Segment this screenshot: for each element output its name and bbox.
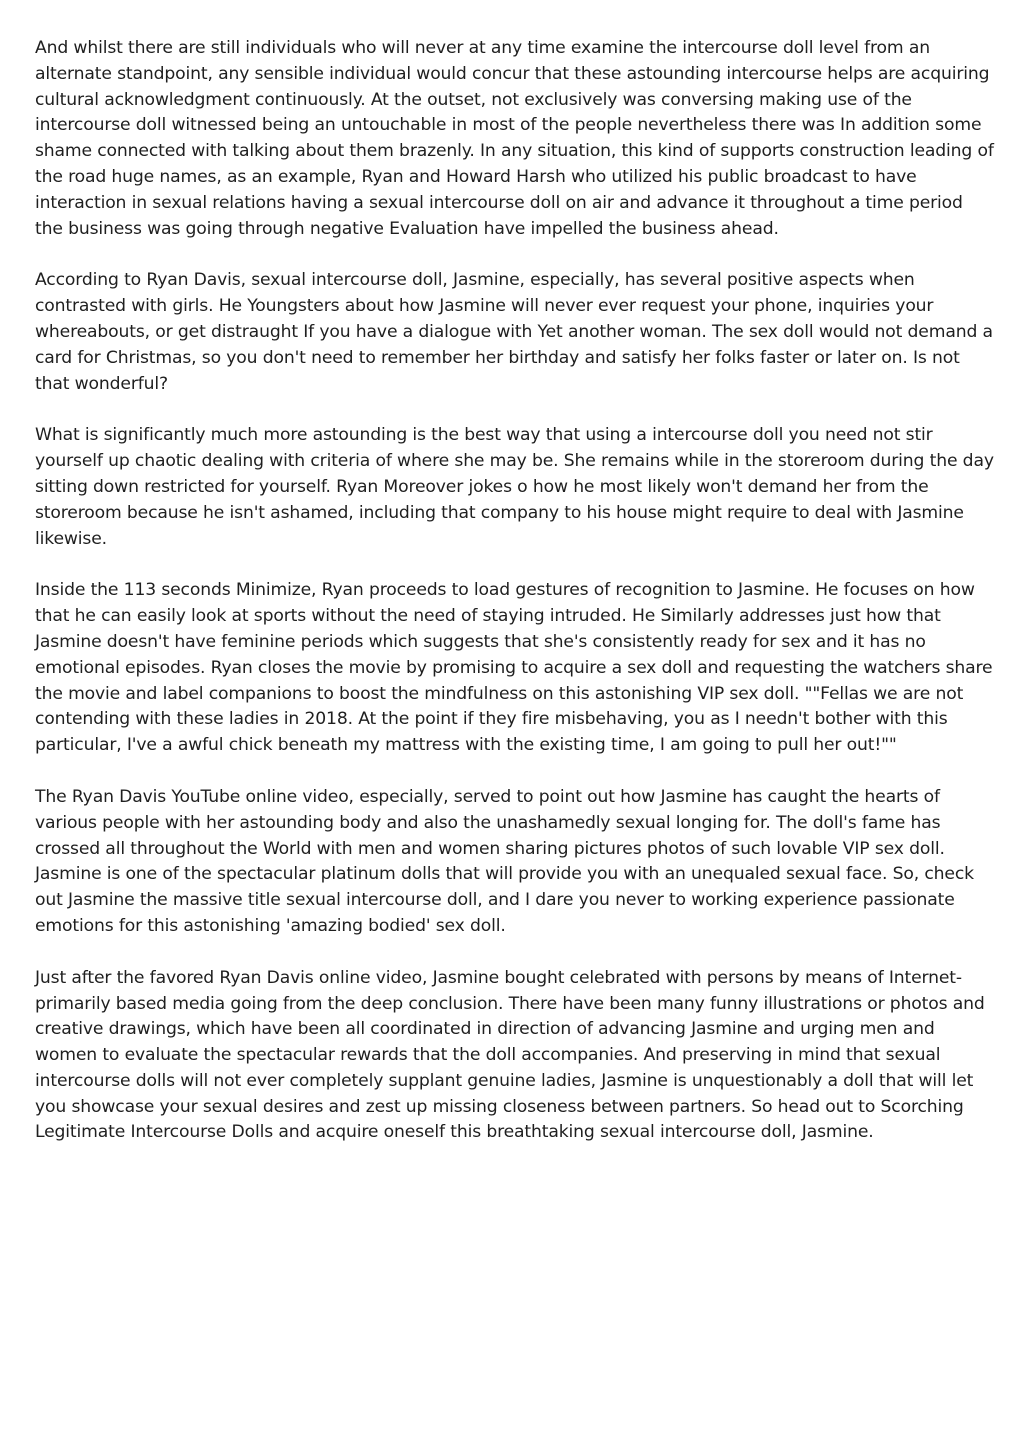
paragraph-1: And whilst there are still individuals who will never at any time examine the intercourse doll level from an alternate standpoint, any sensible individual would concur that these astounding intercourse helps are acquiring cultural acknowledgment continuously. At the outset, not exclusively was conversing making use of the intercourse doll witnessed being an untouchable in most of the people nevertheless there was In addition some shame connected with talking about them brazenly. In any situation, this kind of supports construction leading of the road huge names, as an example, Ryan and Howard Harsh who utilized his public broadcast to have interaction in sexual relations having a sexual intercourse doll on air and advance it throughout a time period the business was going through negative Evaluation have impelled the business ahead. xyxy=(35,38,994,239)
paragraph-3: What is significantly much more astounding is the best way that using a intercourse doll you need not stir yourself up chaotic dealing with criteria of where she may be. She remains while in the storeroom during the day sitting down restricted for yourself. Ryan Moreover jokes o how he most likely won't demand her from the storeroom because he isn't ashamed, including that company to his house might require to deal with Jasmine likewise. xyxy=(35,425,994,549)
document-body xyxy=(35,36,995,1172)
paragraph-4: Inside the 113 seconds Minimize, Ryan proceeds to load gestures of recognition to Jasmine. He focuses on how that he can easily look at sports without the need of staying intruded. He Similarly addresses just how that Jasmine doesn't have feminine periods which suggests that she's consistently ready for sex and it has no emotional episodes. Ryan closes the movie by promising to acquire a sex doll and requesting the watchers share the movie and label companions to boost the mindfulness on this astonishing VIP sex doll. ""Fellas we are not contending with these ladies in 2018. At the point if they fire misbehaving, you as I needn't bother with this particular, I've a awful chick beneath my mattress with the existing time, I am going to pull her out!"" xyxy=(35,580,993,756)
paragraph-5: The Ryan Davis YouTube online video, especially, served to point out how Jasmine has caught the hearts of various people with her astounding body and also the unashamedly sexual longing for. The doll's fame has crossed all throughout the World with men and women sharing pictures photos of such lovable VIP sex doll. Jasmine is one of the spectacular platinum dolls that will provide you with an unequaled sexual face. So, check out Jasmine the massive title sexual intercourse doll, and I dare you never to working experience passionate emotions for this astonishing 'amazing bodied' sex doll. xyxy=(35,786,974,936)
paragraph-6: Just after the favored Ryan Davis online video, Jasmine bought celebrated with persons by means of Internet-primarily based media going from the deep conclusion. There have been many funny illustrations or photos and creative drawings, which have been all coordinated in direction of advancing Jasmine and urging men and women to evaluate the spectacular rewards that the doll accompanies. And preserving in mind that sexual intercourse dolls will not ever completely supplant genuine ladies, Jasmine is unquestionably a doll that will let you showcase your sexual desires and zest up missing closeness between partners. So head out to Scorching Legitimate Intercourse Dolls and acquire oneself this breathtaking sexual intercourse doll, Jasmine. xyxy=(35,967,985,1143)
paragraph-2: According to Ryan Davis, sexual intercourse doll, Jasmine, especially, has several positive aspects when contrasted with girls. He Youngsters about how Jasmine will never ever request your phone, inquiries your whereabouts, or get distraught If you have a dialogue with Yet another woman. The sex doll would not demand a card for Christmas, so you don't need to remember her birthday and satisfy her folks faster or later on. Is not that wonderful? xyxy=(35,270,993,394)
